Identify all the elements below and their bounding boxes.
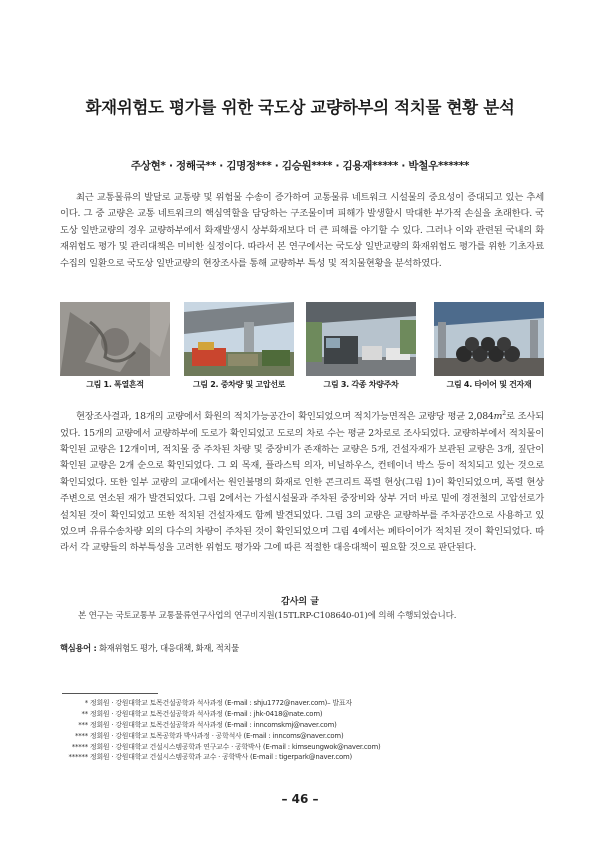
footnote xyxy=(60,708,550,719)
figure-3-image xyxy=(306,302,416,376)
footnote-list xyxy=(60,697,550,762)
footnote-mark: *** xyxy=(78,720,88,729)
footnote-text: 정회원 · 강원대학교 토목건설공학과 석사과정 (E-mail : inncomskmj@naver.com) xyxy=(90,720,337,729)
paper-title: 화재위험도 평가를 위한 국도상 교량하부의 적치물 현황 분석 xyxy=(85,98,515,117)
footnote-text: 정회원 · 강원대학교 토목건설공학과 석사과정 (E-mail : jhk-0418@nate.com) xyxy=(90,709,323,718)
figure-1-caption: 그림 1. 폭열흔적 xyxy=(86,380,144,389)
results-paragraph xyxy=(60,406,544,557)
footnote xyxy=(60,741,550,752)
abstract-text: 최근 교통물류의 발달로 교통량 및 위험물 수송이 증가하여 교통물류 네트워크 시설물의 중요성이 증대되고 있는 추세이다. 그 중 교량은 교통 네트워크의 핵심역할을 담당하는 구조물이며 피해가 발생할시 막대한 부가적 손실을 초래한다. 국도상 일반교량의 경우 교량하부에서 화재발생시 상부화재보다 더 큰 피해를 야기할 수 있다. 그러나 이와 관련된 국내의 화재위험도 평가 및 관리대책은 미비한 실정이다. 따라서 본 연구에서는 국도상 일반교량의 화재위험도 평가를 위한 기초자료 수집의 일환으로 국도상 일반교량의 현장조사를 통해 교량하부 특성 및 적치물현황을 분석하였다. xyxy=(60,192,544,269)
author-list: 주상현* · 정해국** · 김명정*** · 김승원**** · 김용재***** · 박철우****** xyxy=(130,160,470,172)
footnote xyxy=(60,697,550,708)
acknowledgement-text: 본 연구는 국토교통부 교통물류연구사업의 연구비지원(15TLRP-C108640-01)에 의해 수행되었습니다. xyxy=(78,611,457,621)
results-text-rest: 로 조사되었다. 15개의 교량에서 교량하부에 도로가 확인되었고 도로의 차로 수는 평균 2차로로 조사되었다. 교량하부에서 적치물이 확인된 교량은 12개이며, 적치물 중 주차된 차량 및 중장비가 존재하는 교량은 5개, 건설자재가 보관된 교량은 3개, 짚단이 확인된 교량은 2개 순으로 확인되었다. 그 외 목재, 플라스틱 의자, 비닐하우스, 컨테이너 박스 등이 적치되고 있는 것으로 확인되었다. 또한 일부 교량의 교대에서는 원인불명의 화재로 인한 콘크리트 폭렬 현상(그림 1)이 확인되었으며, 폭렬 현상 주변으로 연소된 재가 발견되었다. 그림 2에서는 가설시설물과 주차된 중장비와 상부 거더 바로 밑에 경전철의 고압선로가 설치된 것이 확인되었고 또한 적치된 건설자재도 함께 발견되었다. 그림 3의 교량은 교량하부를 주차공간으로 사용하고 있었으며 유류수송차량 외의 다수의 차량이 주차된 것이 확인되었으며 그림 4에서는 폐타이어가 적치된 것이 확인되었다. 따라서 각 교량들의 하부특성을 고려한 위험도 평가와 그에 따른 적절한 대응대책이 필요할 것으로 판단된다. xyxy=(60,411,544,554)
figure-4-caption: 그림 4. 타이어 및 건자재 xyxy=(446,380,532,389)
footnote-divider xyxy=(62,693,158,694)
footnote-text: 정회원 · 강원대학교 건설시스템공학과 연구교수 · 공학박사 (E-mail : kimseungwok@naver.com) xyxy=(90,742,381,751)
keywords xyxy=(60,642,540,654)
figure-2-image xyxy=(184,302,294,376)
figure-4-image xyxy=(434,302,544,376)
keywords-label: 핵심용어 : xyxy=(60,643,100,653)
results-text-start: 현장조사결과, 18개의 교량에서 화원의 적치가능공간이 확인되었으며 적치가능면적은 교량당 평균 2,084 xyxy=(76,411,494,423)
figure-3-caption: 그림 3. 각종 차량주차 xyxy=(323,380,399,389)
abstract-paragraph xyxy=(60,190,544,272)
figure-1-image xyxy=(60,302,170,376)
footnote-mark: **** xyxy=(75,731,88,740)
keywords-text: 화재위험도 평가, 대응대책, 화재, 적치물 xyxy=(99,643,239,653)
footnote-mark: ****** xyxy=(68,753,88,762)
page-number: – 46 – xyxy=(281,792,319,806)
figure-2-caption: 그림 2. 중차량 및 고압선로 xyxy=(192,380,286,389)
footnote-text: 정회원 · 강원대학교 토목공학과 박사과정 · 공학석사 (E-mail : inncoms@naver.com) xyxy=(90,731,344,740)
footnote xyxy=(60,730,550,741)
footnote-mark: ***** xyxy=(71,742,88,751)
footnote-mark: * xyxy=(84,699,88,707)
footnote-text: 정회원 · 강원대학교 토목건설공학과 석사과정 (E-mail : shju1772@naver.com)– 발표자 xyxy=(90,699,352,707)
footnote xyxy=(60,751,550,762)
area-unit: m xyxy=(493,411,503,423)
area-unit-exponent: 2 xyxy=(502,410,506,417)
figure-row xyxy=(60,302,544,376)
footnote-mark: ** xyxy=(81,709,88,718)
footnote-text: 정회원 · 강원대학교 건설시스템공학과 교수 · 공학박사 (E-mail : tigerpark@naver.com) xyxy=(90,753,353,762)
acknowledgement-title: 감사의 글 xyxy=(281,597,319,607)
footnote xyxy=(60,719,550,730)
